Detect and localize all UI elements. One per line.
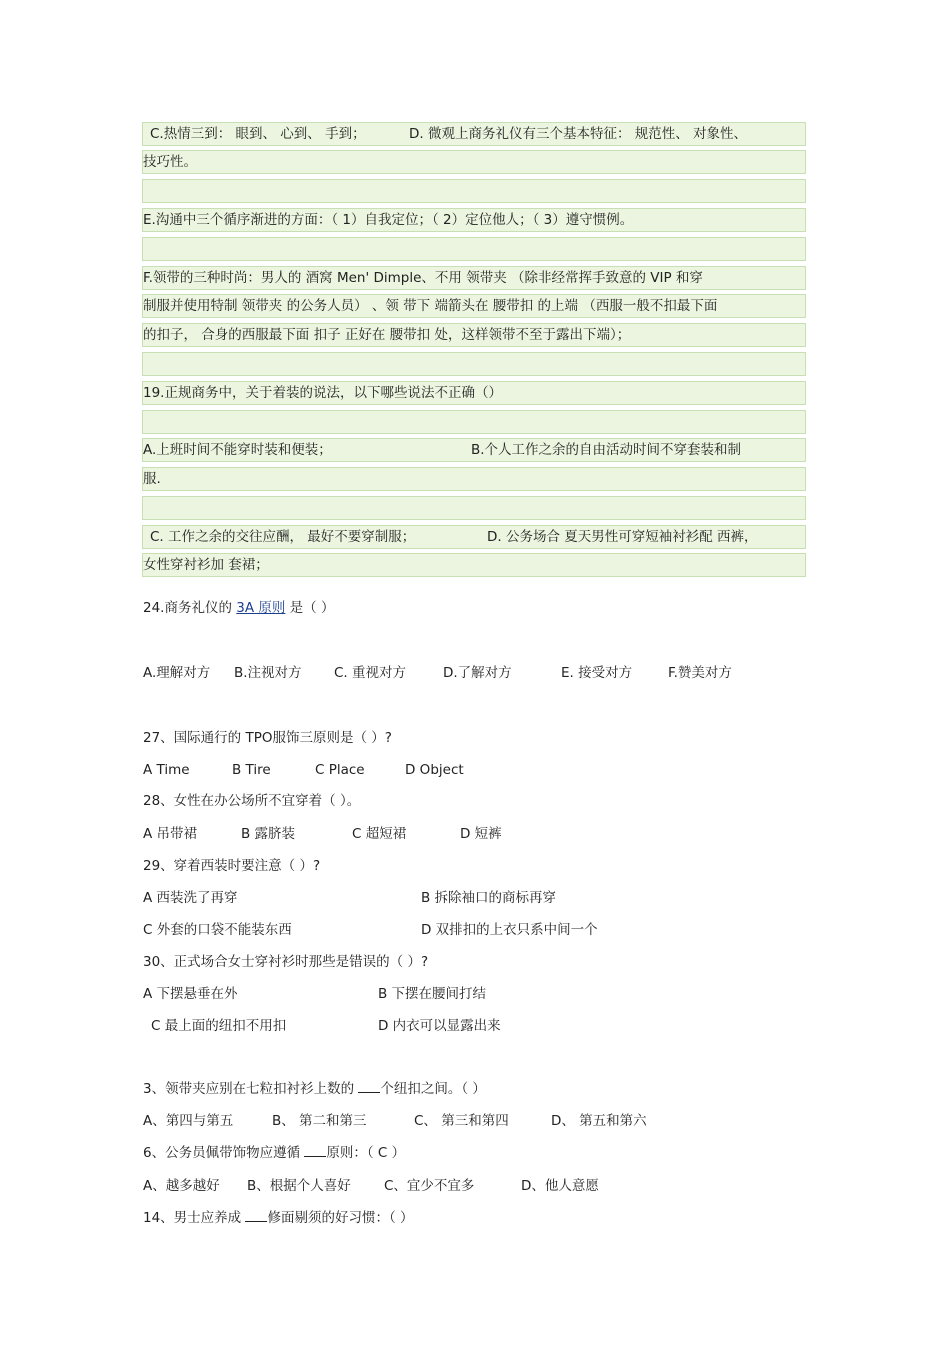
q3-title <box>143 1079 486 1099</box>
q24-option-c: C. 重视对方 <box>334 665 407 681</box>
green-row <box>142 352 806 376</box>
green-row <box>142 179 806 203</box>
q24-option-e: E. 接受对方 <box>561 665 633 681</box>
green-row <box>142 496 806 520</box>
q14-blank <box>245 1209 267 1222</box>
q6-option-d: D、他人意愿 <box>521 1178 599 1194</box>
q6-prefix: 6、公务员佩带饰物应遵循 <box>143 1145 305 1161</box>
q28-option-a: A 吊带裙 <box>143 826 198 842</box>
q19-option-c: C. 工作之余的交往应酬， 最好不要穿制服； <box>150 529 416 545</box>
q19-option-a: A.上班时间不能穿时装和便装； <box>143 442 332 458</box>
q-f-line3: 的扣子， 合身的西服最下面 扣子 正好在 腰带扣 处，这样领带不至于露出下端）； <box>143 327 631 343</box>
q24-option-b: B.注视对方 <box>234 665 302 681</box>
q-c-option: C.热情三到： 眼到、 心到、 手到； <box>150 126 366 142</box>
q30-option-a: A 下摆悬垂在外 <box>143 986 238 1002</box>
q28-option-d: D 短裤 <box>460 826 502 842</box>
q27-option-c: C Place <box>315 762 365 778</box>
q19-option-d: D. 公务场合 夏天男性可穿短袖衬衫配 西裤， <box>487 529 758 545</box>
q-f-line1: F.领带的三种时尚：男人的 酒窝 Men' Dimple、不用 领带夹 （除非经常挥手致意的 VIP 和穿 <box>143 270 703 286</box>
q14-prefix: 14、男士应养成 <box>143 1210 246 1226</box>
green-row <box>142 467 806 491</box>
q14-suffix: 修面剔须的好习惯：（ ） <box>267 1210 414 1226</box>
q3-option-c: C、 第三和第四 <box>414 1113 509 1129</box>
q14-title <box>143 1208 414 1228</box>
q24-3a-link[interactable]: 3A 原则 <box>236 600 286 616</box>
q6-blank <box>304 1144 326 1157</box>
q24-prefix: 24.商务礼仪的 <box>143 600 237 616</box>
green-row <box>142 237 806 261</box>
q27-option-b: B Tire <box>232 762 271 778</box>
q-f-line2: 制服并使用特制 领带夹 的公务人员） 、领 带下 端箭头在 腰带扣 的上端 （西服一般不扣最下面 <box>143 298 718 314</box>
q3-option-d: D、 第五和第六 <box>551 1113 647 1129</box>
q3-option-b: B、 第二和第三 <box>272 1113 367 1129</box>
q6-title <box>143 1143 405 1163</box>
q3-prefix: 3、领带夹应别在七粒扣衬衫上数的 <box>143 1081 359 1097</box>
q28-option-b: B 露脐装 <box>241 826 296 842</box>
q30-title: 30、正式场合女士穿衬衫时那些是错误的（ ）? <box>143 954 429 970</box>
q6-option-b: B、根据个人喜好 <box>247 1178 351 1194</box>
q27-title: 27、国际通行的 TPO服饰三原则是（ ）? <box>143 730 392 746</box>
q29-option-b: B 拆除袖口的商标再穿 <box>421 890 557 906</box>
q29-title: 29、穿着西装时要注意（ ）? <box>143 858 321 874</box>
q19-option-d-cont: 女性穿衬衫加 套裙； <box>143 557 269 573</box>
q24-suffix: 是（ ） <box>285 600 335 616</box>
q30-option-c: C 最上面的纽扣不用扣 <box>151 1018 287 1034</box>
q24-title <box>143 598 334 618</box>
q24-option-f: F.赞美对方 <box>668 665 732 681</box>
q19-title: 19.正规商务中，关于着装的说法，以下哪些说法不正确（） <box>143 385 502 401</box>
q28-option-c: C 超短裙 <box>352 826 407 842</box>
q27-option-a: A Time <box>143 762 190 778</box>
q3-blank <box>358 1080 380 1093</box>
q29-option-c: C 外套的口袋不能装东西 <box>143 922 292 938</box>
q30-option-d: D 内衣可以显露出来 <box>378 1018 501 1034</box>
green-highlight-block <box>142 122 806 577</box>
q-d-option-cont: 技巧性。 <box>143 154 197 170</box>
q30-option-b: B 下摆在腰间打结 <box>378 986 487 1002</box>
q3-option-a: A、第四与第五 <box>143 1113 234 1129</box>
q6-suffix: 原则：（ C ） <box>326 1145 406 1161</box>
q19-option-b: B.个人工作之余的自由活动时间不穿套装和制 <box>471 442 742 458</box>
green-row <box>142 410 806 434</box>
q-d-option: D. 微观上商务礼仪有三个基本特征： 规范性、 对象性、 <box>409 126 748 142</box>
q24-option-d: D.了解对方 <box>443 665 512 681</box>
q6-option-c: C、宜少不宜多 <box>384 1178 475 1194</box>
q6-option-a: A、越多越好 <box>143 1178 220 1194</box>
green-row <box>142 150 806 174</box>
q-e-option: E.沟通中三个循序渐进的方面：（ 1）自我定位；（ 2）定位他人；（ 3）遵守惯例。 <box>143 212 634 228</box>
q29-option-a: A 西装洗了再穿 <box>143 890 238 906</box>
q29-option-d: D 双排扣的上衣只系中间一个 <box>421 922 598 938</box>
q3-suffix: 个纽扣之间。（ ） <box>380 1081 486 1097</box>
q28-title: 28、女性在办公场所不宜穿着（ ）。 <box>143 793 361 809</box>
q27-option-d: D Object <box>405 762 464 778</box>
q24-option-a: A.理解对方 <box>143 665 211 681</box>
q19-option-b-cont: 服. <box>143 471 161 487</box>
